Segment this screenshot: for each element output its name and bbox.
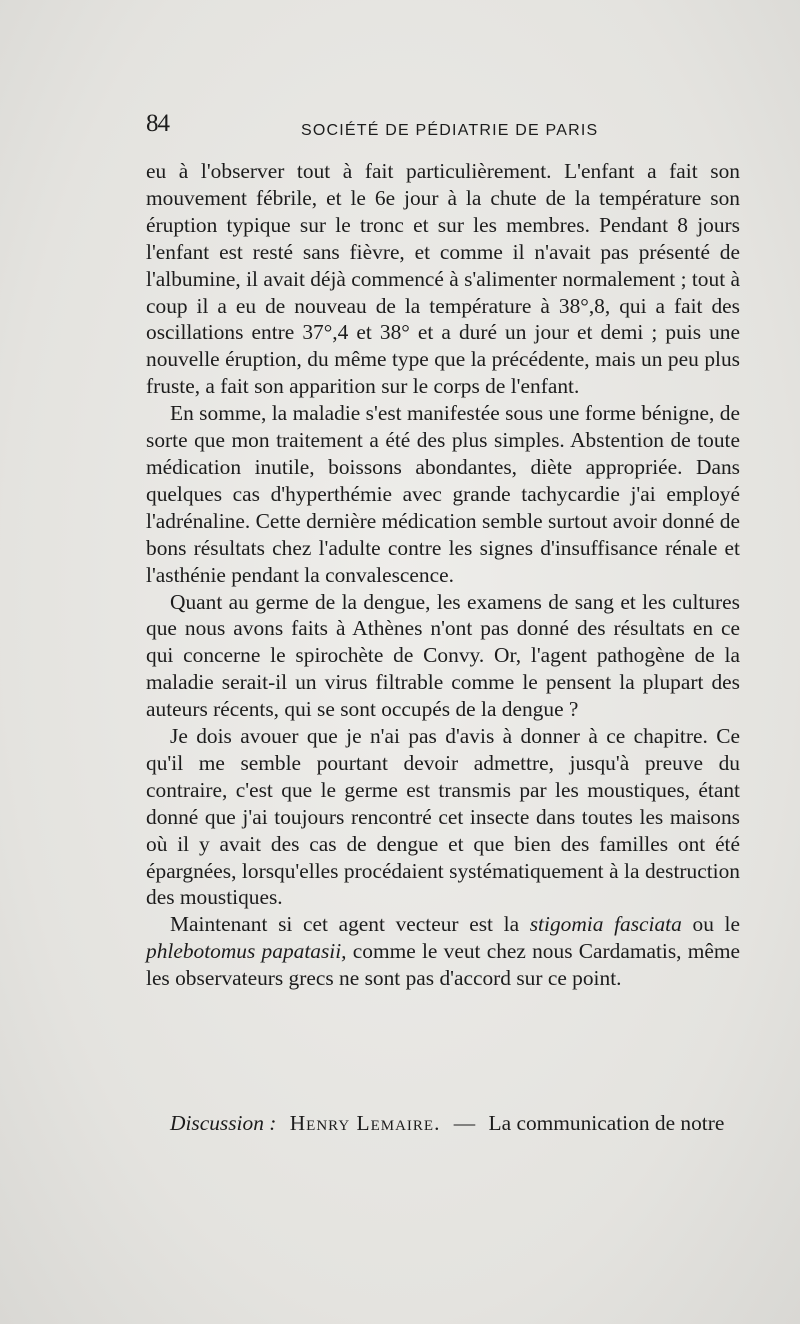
running-head: SOCIÉTÉ DE PÉDIATRIE DE PARIS <box>301 122 599 139</box>
page-header <box>146 110 740 144</box>
discussion-speaker: Henry Lemaire. <box>289 1111 441 1135</box>
discussion-text: La communication de notre <box>488 1111 725 1135</box>
discussion-dash: — <box>453 1111 476 1135</box>
paragraph-5-text-a: Maintenant si cet agent vecteur est la <box>170 912 530 937</box>
discussion-line <box>170 1110 740 1137</box>
body-text <box>146 158 740 992</box>
page-number: 84 <box>146 110 169 137</box>
species-name-stigomia: stigomia fasciata <box>529 912 682 937</box>
species-name-phlebotomus: phlebotomus papatasii, <box>146 939 347 964</box>
paragraph-5-text-c: comme le veut chez nous Cardamatis, même les observateurs grecs ne sont pas d'accord sur ce point. <box>146 939 741 991</box>
paragraph-2: En somme, la maladie s'est manifestée sous une forme bénigne, de sorte que mon traitement a été des plus simples. Abstention de toute médication inutile, boissons abondantes, diète appropriée. Dans quelques cas d'hyperthémie avec grande tachycardie j'ai employé l'adrénaline. Cette dernière médication semble surtout avoir donné de bons résultats chez l'adulte contre les signes d'insuffisance rénale et l'asthénie pendant la convalescence. <box>146 401 740 587</box>
paragraph-5-text-b: ou le <box>681 912 740 937</box>
paragraph-1: eu à l'observer tout à fait particulièrement. L'enfant a fait son mouvement fébrile, et le 6e jour à la chute de la température son éruption typique sur le tronc et sur les membres. Pendant 8 jours l'enfant est resté sans fièvre, et comme il n'avait pas présenté de l'albumine, il avait déjà commencé à s'alimenter normalement ; tout à coup il a eu de nouveau de la température à 38°,8, qui a fait des oscillations entre 37°,4 et 38° et a duré un jour et demi ; puis une nouvelle éruption, du même type que la précédente, mais un peu plus fruste, a fait son apparition sur le corps de l'enfant. <box>146 159 740 399</box>
paragraph-4: Je dois avouer que je n'ai pas d'avis à donner à ce chapitre. Ce qu'il me semble pourtant devoir admettre, jusqu'à preuve du contraire, c'est que le germe est transmis par les moustiques, étant donné que j'ai toujours rencontré cet insecte dans toutes les maisons où il y avait des cas de dengue et que bien des familles ont été épargnées, lorsqu'elles procédaient systématiquement à la destruction des moustiques. <box>146 724 740 910</box>
discussion-label: Discussion : <box>170 1111 277 1135</box>
paragraph-3: Quant au germe de la dengue, les examens de sang et les cultures que nous avons faits à Athènes n'ont pas donné des résultats en ce qui concerne le spirochète de Convy. Or, l'agent pathogène de la maladie serait-il un virus filtrable comme le pensent la plupart des auteurs récents, qui se sont occupés de la dengue ? <box>146 589 740 722</box>
paragraph-5 <box>146 911 740 992</box>
